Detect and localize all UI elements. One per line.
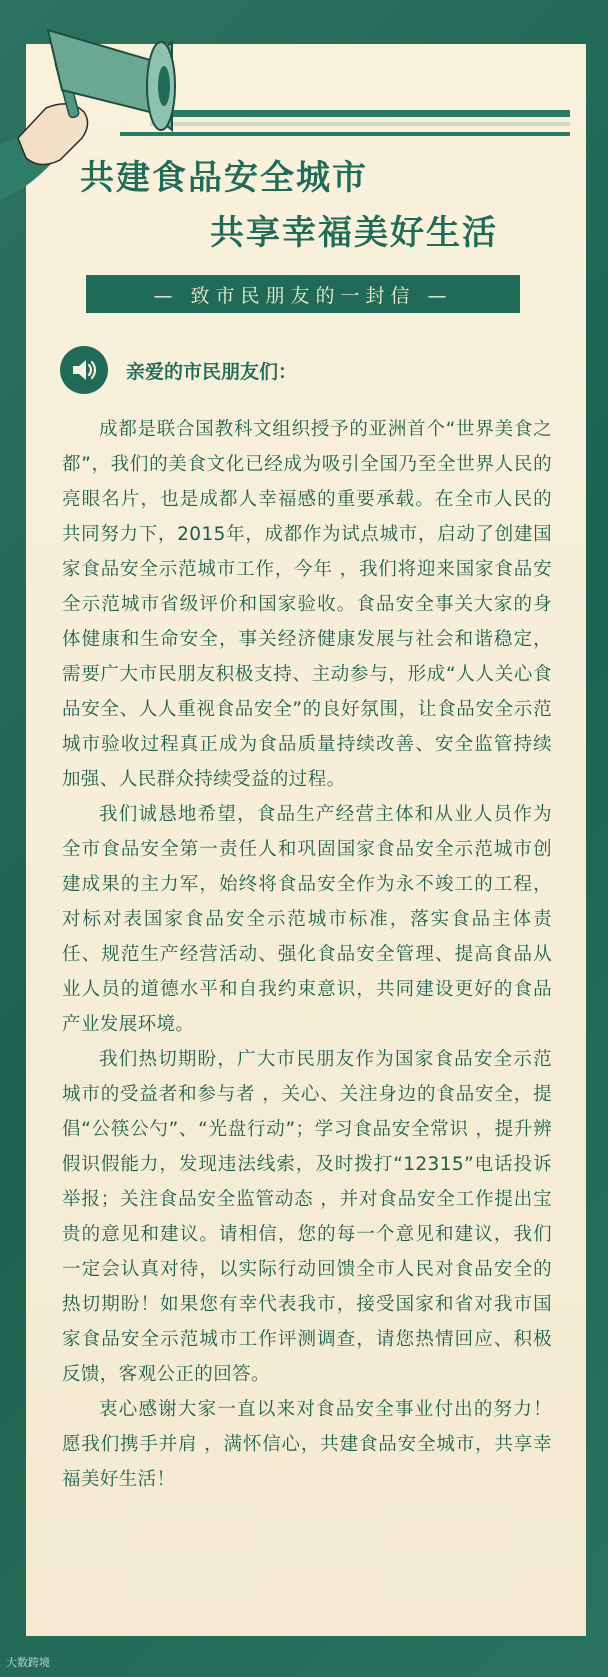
logo-text: 大数跨境: [6, 1656, 50, 1669]
footer-logo: [6, 1654, 50, 1670]
letter-body: [62, 412, 552, 1497]
greeting-row: [60, 346, 297, 394]
paragraph: 衷心感谢大家一直以来对食品安全事业付出的努力！愿我们携手并肩 ，满怀信心，共建食品安全城市，共享幸福美好生活！: [62, 1399, 552, 1490]
title-line-2: 共享幸福美好生活: [210, 213, 498, 253]
subtitle-banner: [86, 275, 520, 313]
subtitle-text: — 致市民朋友的一封信 —: [153, 284, 453, 307]
greeting: 亲爱的市民朋友们：: [126, 360, 298, 383]
paragraph: 成都是联合国教科文组织授予的亚洲首个“世界美食之都”，我们的美食文化已经成为吸引全国乃至全世界人民的亮眼名片，也是成都人幸福感的重要承载。在全市人民的共同努力下，2015年，成都作为试点城市，启动了创建国家食品安全示范城市工作，今年 ，我们将迎来国家食品安全示范城市省级评价和国家验收。食品安全事关大家的身体健康和生命安全，事关经济健康发展与社会和谐稳定，需要广大市民朋友积极支持、主动参与，形成“人人关心食品安全、人人重视食品安全”的良好氛围，让食品安全示范城市验收过程真正成为食品质量持续改善、安全监管持续加强、人民群众持续受益的过程。: [62, 419, 552, 790]
paragraph: 我们热切期盼，广大市民朋友作为国家食品安全示范城市的受益者和参与者 ，关心、关注身边的食品安全，提倡“公筷公勺”、“光盘行动”；学习食品安全常识 ，提升辨假识假能力，发现违法线索，及时拨打“12315”电话投诉举报；关注食品安全监管动态 ，并对食品安全工作提出宝贵的意见和建议。请相信，您的每一个意见和建议，我们一定会认真对待，以实际行动回馈全市人民对食品安全的热切期盼！如果您有幸代表我市，接受国家和省对我市国家食品安全示范城市工作评测调查，请您热情回应、积极反馈，客观公正的回答。: [62, 1049, 552, 1385]
speaker-icon: [60, 346, 108, 394]
paragraph: 我们诚恳地希望，食品生产经营主体和从业人员作为全市食品安全第一责任人和巩固国家食品安全示范城市创建成果的主力军，始终将食品安全作为永不竣工的工程，对标对表国家食品安全示范城市标准，落实食品主体责任、规范生产经营活动、强化食品安全管理、提高食品从业人员的道德水平和自我约束意识，共同建设更好的食品产业发展环境。: [62, 804, 552, 1035]
header-stripe-light: [150, 122, 570, 126]
title-line-1: 共建食品安全城市: [80, 158, 368, 198]
header-stripe: [150, 110, 570, 117]
